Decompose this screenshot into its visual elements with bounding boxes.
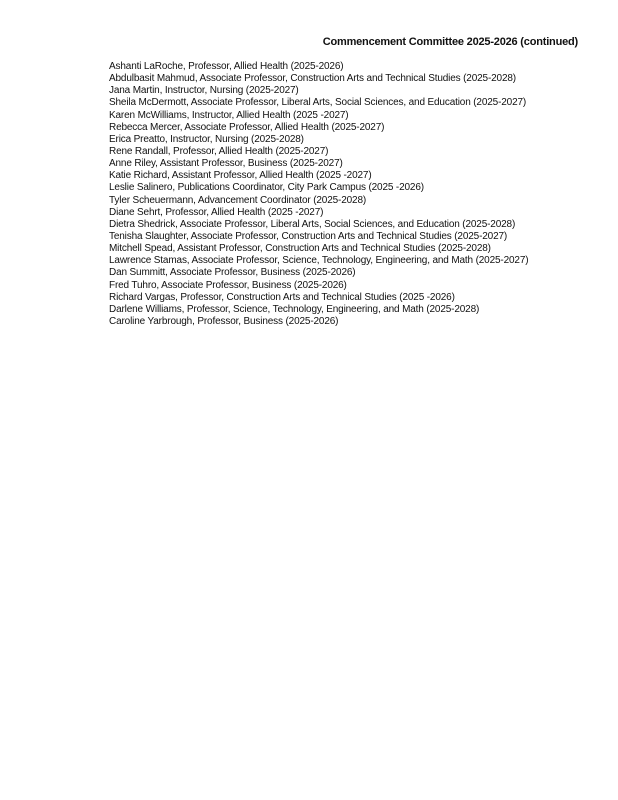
committee-member-entry: Jana Martin, Instructor, Nursing (2025-2027) [109, 85, 299, 97]
committee-member-entry: Dietra Shedrick, Associate Professor, Liberal Arts, Social Sciences, and Education (2025-2028) [109, 218, 516, 230]
committee-member-entry: Tenisha Slaughter, Associate Professor, Construction Arts and Technical Studies (2025-2027) [109, 230, 508, 242]
committee-member-entry: Diane Sehrt, Professor, Allied Health (2025 -2027) [109, 206, 324, 218]
committee-member-entry: Anne Riley, Assistant Professor, Business (2025-2027) [109, 158, 343, 170]
committee-member-entry: Karen McWilliams, Instructor, Allied Health (2025 -2027) [109, 109, 349, 121]
committee-member-entry: Katie Richard, Assistant Professor, Allied Health (2025 -2027) [109, 170, 372, 182]
committee-member-list [109, 61, 528, 328]
committee-member-entry: Dan Summitt, Associate Professor, Business (2025-2026) [109, 267, 356, 279]
committee-member-entry: Abdulbasit Mahmud, Associate Professor, Construction Arts and Technical Studies (2025-2028) [109, 73, 516, 85]
committee-member-entry: Erica Preatto, Instructor, Nursing (2025-2028) [109, 133, 304, 145]
committee-member-entry: Tyler Scheuermann, Advancement Coordinator (2025-2028) [109, 194, 367, 206]
committee-member-entry: Sheila McDermott, Associate Professor, Liberal Arts, Social Sciences, and Education (2025-2027) [109, 97, 527, 109]
committee-member-entry: Mitchell Spead, Assistant Professor, Construction Arts and Technical Studies (2025-2028) [109, 243, 491, 255]
committee-member-entry: Lawrence Stamas, Associate Professor, Science, Technology, Engineering, and Math (2025-2027) [109, 255, 529, 267]
committee-member-entry: Caroline Yarbrough, Professor, Business (2025-2026) [109, 315, 339, 327]
committee-member-entry: Fred Tuhro, Associate Professor, Business (2025-2026) [109, 279, 347, 291]
committee-member-entry: Ashanti LaRoche, Professor, Allied Health (2025-2026) [109, 61, 344, 72]
committee-member-entry: Rene Randall, Professor, Allied Health (2025-2027) [109, 145, 329, 157]
committee-member-entry: Richard Vargas, Professor, Construction Arts and Technical Studies (2025 -2026) [109, 291, 455, 303]
committee-member-entry: Darlene Williams, Professor, Science, Technology, Engineering, and Math (2025-2028) [109, 303, 480, 315]
committee-member-entry: Rebecca Mercer, Associate Professor, Allied Health (2025-2027) [109, 121, 385, 133]
page-title: Commencement Committee 2025-2026 (continued) [322, 36, 578, 48]
committee-member-entry: Leslie Salinero, Publications Coordinator, City Park Campus (2025 -2026) [109, 182, 424, 194]
